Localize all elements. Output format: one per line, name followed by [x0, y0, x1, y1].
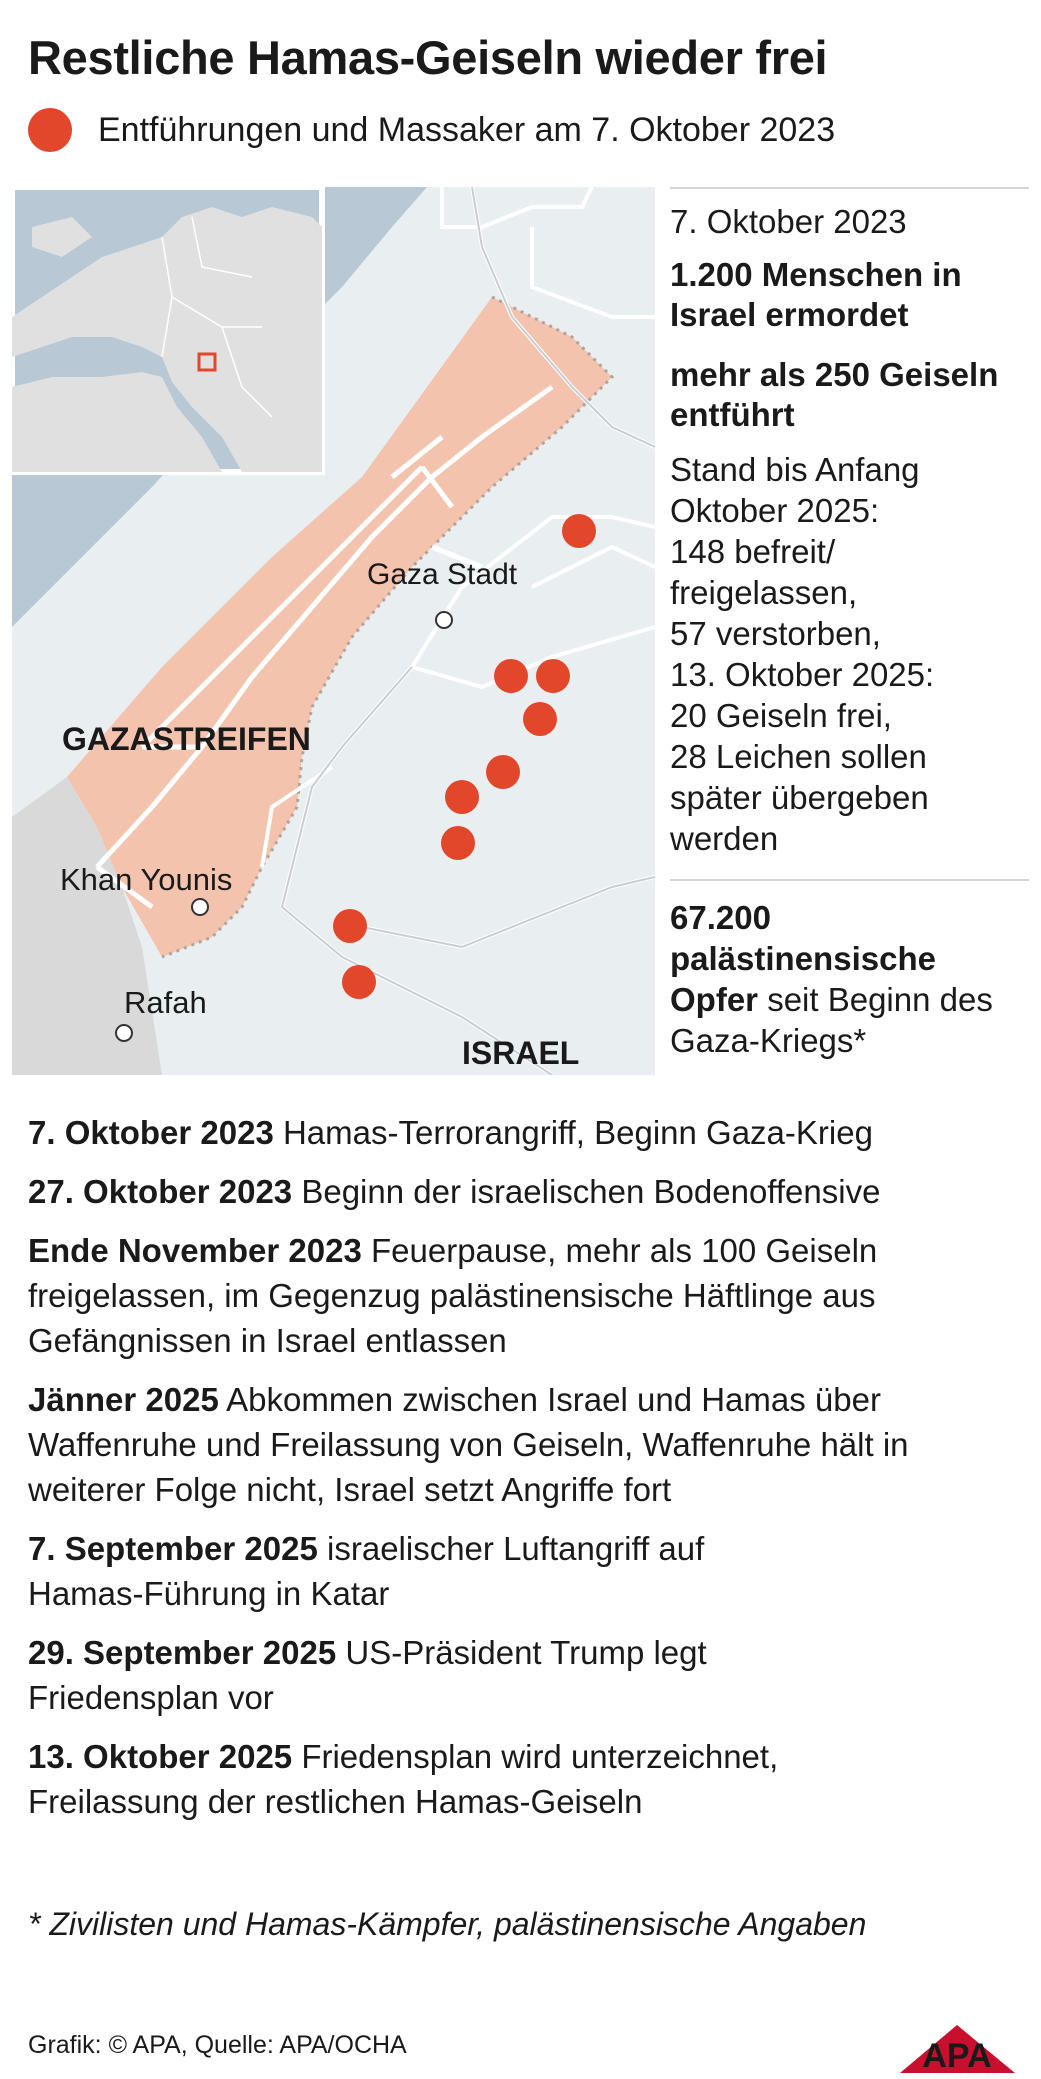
status-line: 28 Leichen sollen: [670, 738, 927, 775]
locator-inset-map: [12, 187, 322, 472]
status-line: freigelassen,: [670, 574, 858, 611]
timeline-text: Hamas-Terrorangriff, Beginn Gaza-Krieg: [282, 1114, 873, 1151]
victims-stat: [670, 897, 1029, 1061]
massacre-site: [333, 909, 367, 943]
timeline-item: [28, 1630, 848, 1720]
apa-logo-text: APA: [922, 2037, 992, 2073]
timeline-date: 13. Oktober 2025: [28, 1738, 293, 1775]
status-line: 57 verstorben,: [670, 615, 881, 652]
khan-younis-label: Khan Younis: [60, 862, 233, 897]
timeline-text: Feuerpause, mehr als 100 Geiseln freigelassen, im Gegenzug palästinensische Häftlinge aus Gefängnissen in Israel entlassen: [28, 1232, 878, 1359]
status-line: 20 Geiseln frei,: [670, 697, 892, 734]
timeline-text: Beginn der israelischen Bodenoffensive: [301, 1173, 881, 1210]
legend-label: Entführungen und Massaker am 7. Oktober 2023: [98, 110, 836, 149]
timeline-date: 7. Oktober 2023: [28, 1114, 274, 1151]
victims-count: 67.200 palästinensische Opfer: [670, 899, 936, 1018]
timeline-text: Friedensplan wird unterzeichnet, Freilassung der restlichen Hamas-Geiseln: [28, 1738, 779, 1820]
gaza-map: [12, 187, 655, 1075]
footnote: * Zivilisten und Hamas-Kämpfer, palästinensische Angaben: [28, 1906, 867, 1942]
timeline: [28, 1110, 1018, 1838]
massacre-site: [445, 780, 479, 814]
timeline-item: [28, 1228, 1008, 1363]
timeline-text: israelischer Luftangriff auf Hamas-Führung in Katar: [28, 1530, 705, 1612]
rafah-marker: [116, 1025, 132, 1041]
massacre-site: [486, 755, 520, 789]
khan-younis-marker: [192, 899, 208, 915]
israel-label: ISRAEL: [462, 1035, 580, 1071]
timeline-item: [28, 1526, 808, 1616]
timeline-text: Abkommen zwischen Israel und Hamas über Waffenruhe und Freilassung von Geiseln, Waffenruhe hält in weiterer Folge nicht, Israel setzt Angriffe fort: [28, 1381, 909, 1508]
gaza-city-marker: [436, 612, 452, 628]
killed-stat: 1.200 Menschen in Israel ermordet: [670, 256, 962, 333]
status-line: 148 befreit/: [670, 533, 836, 570]
status-line: werden: [670, 820, 779, 857]
gaza-city-label: Gaza Stadt: [367, 558, 518, 591]
timeline-item: [28, 1377, 1018, 1512]
massacre-site: [562, 514, 596, 548]
timeline-date: Ende November 2023: [28, 1232, 362, 1269]
massacre-site: [523, 702, 557, 736]
hostage-status: [670, 449, 1029, 859]
massacre-site: [441, 826, 475, 860]
timeline-text: US-Präsident Trump legt Friedensplan vor: [28, 1634, 707, 1716]
massacre-marker-icon: [28, 108, 72, 152]
status-line: Oktober 2025:: [670, 492, 880, 529]
timeline-date: Jänner 2025: [28, 1381, 219, 1418]
massacre-site: [536, 659, 570, 693]
status-line: später übergeben: [670, 779, 929, 816]
gaza-strip-label: GAZASTREIFEN: [62, 721, 311, 757]
massacre-site: [494, 659, 528, 693]
timeline-date: 29. September 2025: [28, 1634, 337, 1671]
timeline-date: 7. September 2025: [28, 1530, 318, 1567]
victims-note: seit Beginn des Gaza-Kriegs*: [670, 981, 993, 1059]
apa-logo: [900, 2023, 1015, 2073]
rafah-label: Rafah: [124, 985, 207, 1020]
timeline-date: 27. Oktober 2023: [28, 1173, 293, 1210]
page-title: Restliche Hamas-Geiseln wieder frei: [28, 31, 828, 84]
divider: [670, 879, 1029, 881]
attack-date: 7. Oktober 2023: [670, 203, 907, 240]
massacre-site: [342, 965, 376, 999]
source-credit: Grafik: © APA, Quelle: APA/OCHA: [28, 2031, 407, 2059]
map-legend: [28, 108, 835, 152]
status-line: 13. Oktober 2025:: [670, 656, 935, 693]
timeline-item: [28, 1110, 1018, 1155]
timeline-item: [28, 1734, 908, 1824]
status-line: Stand bis Anfang: [670, 451, 920, 488]
statistics-panel: [670, 187, 1029, 1061]
timeline-item: [28, 1169, 1018, 1214]
hostages-stat: mehr als 250 Geiseln entführt: [670, 356, 999, 433]
